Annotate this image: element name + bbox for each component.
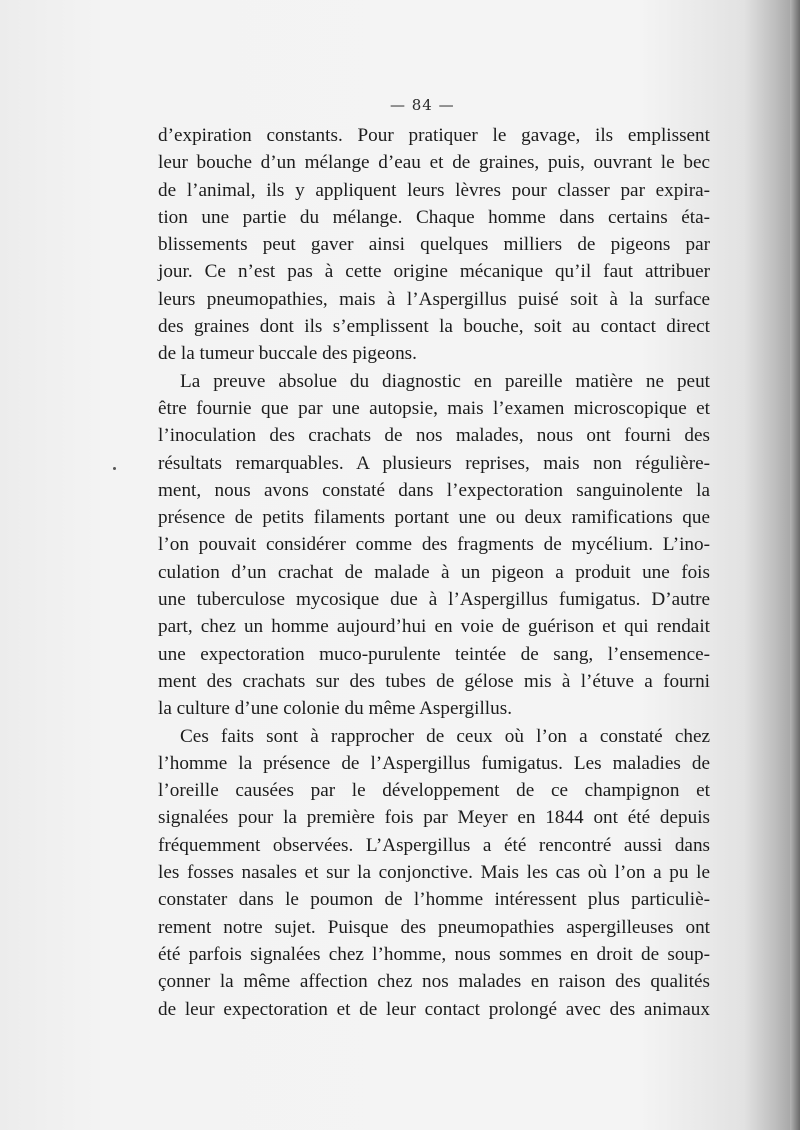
- text-line: rement notre sujet. Puisque des pneumopathies aspergilleuses ont: [158, 916, 710, 938]
- text-line: d’expiration constants. Pour pratiquer le gavage, ils emplissent: [158, 125, 710, 146]
- text-line: constater dans le poumon de l’homme intéressent plus particuliè-: [158, 889, 710, 911]
- text-line: une tuberculose mycosique due à l’Aspergillus fumigatus. D’autre: [158, 589, 710, 611]
- text-line: de l’animal, ils y appliquent leurs lèvres pour classer par expira-: [158, 179, 710, 201]
- text-line: blissements peut gaver ainsi quelques milliers de pigeons par: [158, 234, 710, 256]
- margin-mark: [113, 467, 116, 470]
- text-line: l’homme la présence de l’Aspergillus fumigatus. Les maladies de: [158, 752, 710, 774]
- text-line: les fosses nasales et sur la conjonctive. Mais les cas où l’on a pu le: [158, 862, 710, 884]
- text-line: part, chez un homme aujourd’hui en voie de guérison et qui rendait: [158, 616, 710, 638]
- text-line: résultats remarquables. A plusieurs reprises, mais non régulière-: [158, 452, 710, 474]
- text-line: de la tumeur buccale des pigeons.: [158, 343, 417, 365]
- text-line: des graines dont ils s’emplissent la bouche, soit au contact direct: [158, 316, 710, 338]
- text-line: jour. Ce n’est pas à cette origine mécanique qu’il faut attribuer: [158, 261, 710, 283]
- text-line: leurs pneumopathies, mais à l’Aspergillus puisé soit à la surface: [158, 288, 710, 310]
- text-line: Ces faits sont à rapprocher de ceux où l’on a constaté chez: [180, 725, 710, 747]
- text-line: leur bouche d’un mélange d’eau et de graines, puis, ouvrant le bec: [158, 152, 710, 174]
- text-line: çonner la même affection chez nos malades en raison des qualités: [158, 971, 710, 993]
- text-line: présence de petits filaments portant une ou deux ramifications que: [158, 507, 710, 529]
- body-text: [158, 122, 710, 1023]
- text-line: de leur expectoration et de leur contact prolongé avec des animaux: [158, 998, 710, 1020]
- text-line: la culture d’une colonie du même Aspergillus.: [158, 698, 512, 720]
- page-edge-shadow: [790, 0, 800, 1130]
- text-line: signalées pour la première fois par Meyer en 1844 ont été depuis: [158, 807, 710, 829]
- text-line: l’inoculation des crachats de nos malades, nous ont fourni des: [158, 425, 710, 447]
- text-line: ment des crachats sur des tubes de gélose mis à l’étuve a fourni: [158, 670, 710, 692]
- text-line: tion une partie du mélange. Chaque homme dans certains éta-: [158, 206, 710, 228]
- text-line: l’on pouvait considérer comme des fragments de mycélium. L’ino-: [158, 534, 710, 556]
- text-line: culation d’un crachat de malade à un pigeon a produit une fois: [158, 561, 710, 583]
- text-line: été parfois signalées chez l’homme, nous sommes en droit de soup-: [158, 943, 710, 965]
- text-line: ment, nous avons constaté dans l’expectoration sanguinolente la: [158, 479, 710, 501]
- text-line: une expectoration muco-purulente teintée de sang, l’ensemence-: [158, 643, 710, 665]
- text-line: La preuve absolue du diagnostic en pareille matière ne peut: [180, 370, 710, 392]
- page-number: — 84 —: [390, 96, 455, 114]
- text-line: être fournie que par une autopsie, mais l’examen microscopique et: [158, 397, 710, 419]
- text-line: fréquemment observées. L’Aspergillus a été rencontré aussi dans: [158, 834, 710, 856]
- text-line: l’oreille causées par le développement de ce champignon et: [158, 780, 710, 802]
